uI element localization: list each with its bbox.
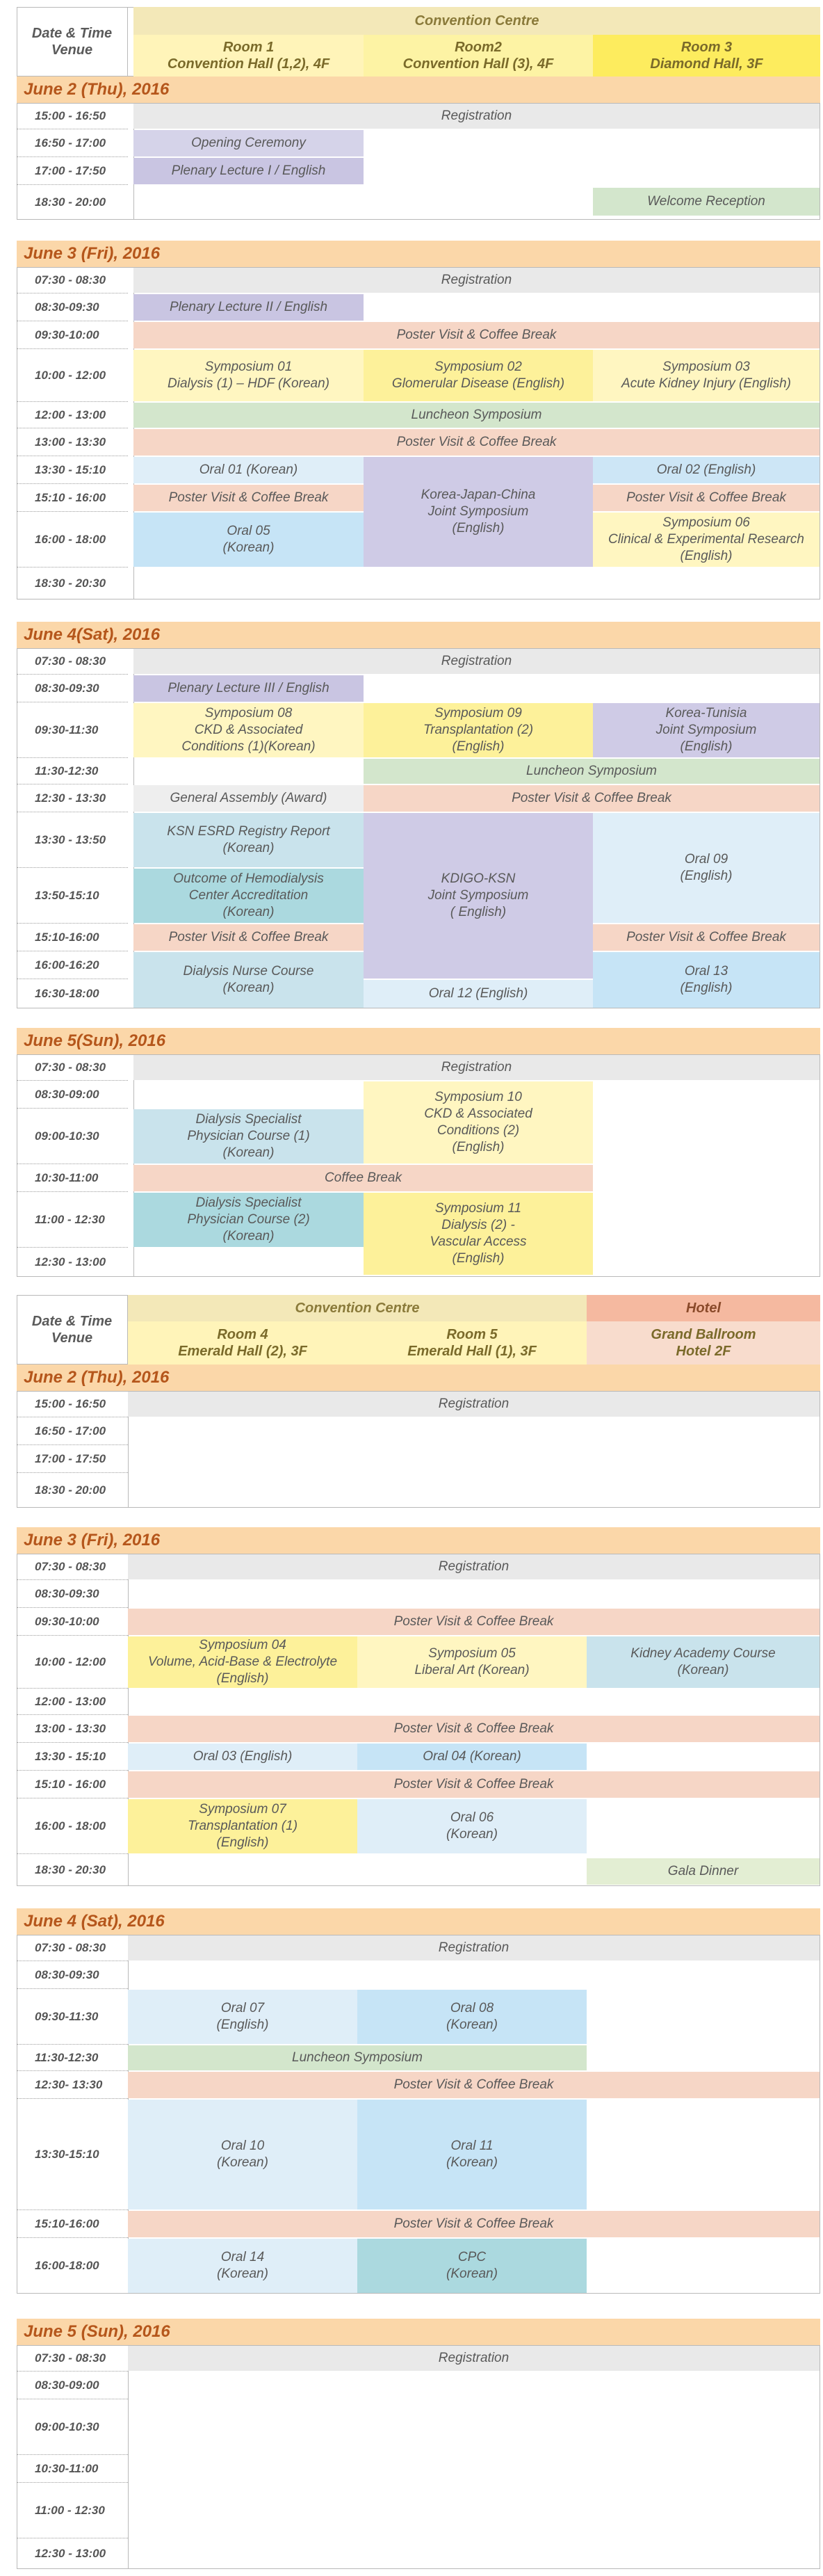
time-slot: 16:30-18:00 xyxy=(35,987,99,1000)
time-slot: 09:00-10:30 xyxy=(17,1109,128,1164)
session-oral-06: Oral 06 (Korean) xyxy=(357,1799,587,1853)
session-registration: Registration xyxy=(133,268,820,293)
session-oral-11: Oral 11 (Korean) xyxy=(357,2100,587,2209)
time-slot: 18:30 - 20:30 xyxy=(35,577,106,590)
time-slot: 17:00 - 17:50 xyxy=(17,157,128,185)
session-kidney-academy: Kidney Academy Course (Korean) xyxy=(587,1636,820,1688)
session-registration: Registration xyxy=(133,649,820,674)
time-slot: 11:30-12:30 xyxy=(17,2045,128,2071)
time-slot: 15:00 - 16:50 xyxy=(17,103,128,129)
time-slot: 12:30- 13:30 xyxy=(17,2071,128,2099)
session-general-assembly: General Assembly (Award) xyxy=(133,785,364,812)
session-luncheon-symposium: Luncheon Symposium xyxy=(364,759,820,784)
time-slot: 08:30-09:30 xyxy=(17,1961,128,1989)
time-slot: 09:30-11:30 xyxy=(17,702,128,758)
session-hemodialysis-accreditation: Outcome of Hemodialysis Center Accreditation (Korean) xyxy=(133,869,364,923)
session-oral-13: Oral 13 (English) xyxy=(593,952,820,1008)
time-slot: 07:30 - 08:30 xyxy=(17,2345,128,2372)
venue-group-label: Convention Centre xyxy=(133,7,820,35)
session-symposium-09: Symposium 09 Transplantation (2) (English) xyxy=(364,703,593,757)
time-slot: 07:30 - 08:30 xyxy=(17,1054,128,1081)
time-slot: 07:30 - 08:30 xyxy=(17,1554,128,1580)
time-slot: 09:00-10:30 xyxy=(17,2399,128,2455)
time-slot: 13:30 - 13:50 xyxy=(17,812,128,868)
time-slot: 15:10 - 16:00 xyxy=(17,1771,128,1798)
room-5-header: Room 5 Emerald Hall (1), 3F xyxy=(357,1321,587,1365)
time-slot: 09:30-11:30 xyxy=(17,1989,128,2045)
time-slot: 10:30-11:00 xyxy=(17,2455,128,2483)
session-poster-coffee-break: Poster Visit & Coffee Break xyxy=(128,1716,820,1742)
time-slot: 12:00 - 13:00 xyxy=(17,1689,128,1715)
corner-label: Date & Time Venue xyxy=(17,1295,128,1365)
time-slot: 16:00-18:00 xyxy=(35,2259,99,2272)
time-slot: 13:00 - 13:30 xyxy=(17,428,128,456)
session-oral-01: Oral 01 (Korean) xyxy=(133,457,364,483)
time-column-divider xyxy=(128,2345,129,2569)
session-poster-coffee-break: Poster Visit & Coffee Break xyxy=(133,485,364,511)
session-symposium-08: Symposium 08 CKD & Associated Conditions (1)(Korean) xyxy=(133,703,364,757)
session-plenary-lecture-2: Plenary Lecture II / English xyxy=(133,294,364,321)
time-slot: 13:00 - 13:30 xyxy=(17,1715,128,1743)
session-welcome-reception: Welcome Reception xyxy=(593,188,820,216)
time-slot: 11:30-12:30 xyxy=(17,758,128,784)
session-registration: Registration xyxy=(128,2346,820,2371)
time-slot: 08:30-09:00 xyxy=(17,2372,128,2399)
session-opening-ceremony: Opening Ceremony xyxy=(133,130,364,156)
schedule-table-1 xyxy=(17,7,820,77)
session-registration: Registration xyxy=(128,1392,820,1417)
day-block-t2-june4 xyxy=(17,1908,820,2294)
session-symposium-04: Symposium 04 Volume, Acid-Base & Electrolyte (English) xyxy=(128,1636,357,1688)
session-poster-coffee-break: Poster Visit & Coffee Break xyxy=(364,785,820,812)
time-slot: 12:00 - 13:00 xyxy=(17,402,128,428)
session-symposium-01: Symposium 01 Dialysis (1) – HDF (Korean) xyxy=(133,350,364,401)
venue-group-label: Convention Centre xyxy=(128,1295,587,1321)
time-slot: 15:10 - 16:00 xyxy=(17,484,128,512)
session-gala-dinner: Gala Dinner xyxy=(587,1858,820,1885)
day-header: June 4 (Sat), 2016 xyxy=(17,1908,820,1935)
time-slot: 15:00 - 16:50 xyxy=(17,1391,128,1417)
corner-label: Date & Time Venue xyxy=(17,7,128,77)
room-1-header: Room 1 Convention Hall (1,2), 4F xyxy=(133,35,364,77)
time-slot: 18:30 - 20:30 xyxy=(35,1863,106,1876)
day-header: June 3 (Fri), 2016 xyxy=(17,241,820,267)
session-dialysis-specialist-2: Dialysis Specialist Physician Course (2) (Korean) xyxy=(133,1193,364,1247)
time-slot: 08:30-09:30 xyxy=(17,293,128,321)
time-slot: 16:50 - 17:00 xyxy=(17,1417,128,1445)
day-header: June 4(Sat), 2016 xyxy=(17,622,820,648)
session-symposium-06: Symposium 06 Clinical & Experimental Research (English) xyxy=(593,513,820,567)
time-slot: 13:30-15:10 xyxy=(17,2099,128,2210)
time-slot: 15:10-16:00 xyxy=(17,2210,128,2238)
day-header: June 5 (Sun), 2016 xyxy=(17,2319,820,2345)
time-slot: 07:30 - 08:30 xyxy=(17,648,128,675)
time-slot: 16:00-16:20 xyxy=(17,951,128,979)
schedule-table-2 xyxy=(17,1295,820,1365)
session-oral-14: Oral 14 (Korean) xyxy=(128,2239,357,2293)
day-header: June 5(Sun), 2016 xyxy=(17,1028,820,1054)
session-oral-03: Oral 03 (English) xyxy=(128,1744,357,1770)
session-registration: Registration xyxy=(133,1055,820,1080)
day-header: June 3 (Fri), 2016 xyxy=(17,1527,820,1554)
session-korea-tunisia: Korea-Tunisia Joint Symposium (English) xyxy=(593,703,820,757)
session-plenary-lecture-3: Plenary Lecture III / English xyxy=(133,675,364,702)
time-slot: 09:30-10:00 xyxy=(17,1608,128,1636)
session-symposium-03: Symposium 03 Acute Kidney Injury (English) xyxy=(593,350,820,401)
time-slot: 08:30-09:30 xyxy=(17,1580,128,1608)
session-oral-10: Oral 10 (Korean) xyxy=(128,2100,357,2209)
session-coffee-break: Coffee Break xyxy=(133,1165,593,1191)
time-slot: 08:30-09:30 xyxy=(17,675,128,702)
time-slot: 18:30 - 20:00 xyxy=(35,195,106,209)
session-oral-12: Oral 12 (English) xyxy=(364,980,593,1008)
day-header: June 2 (Thu), 2016 xyxy=(17,1365,820,1391)
session-poster-coffee-break: Poster Visit & Coffee Break xyxy=(133,429,820,456)
session-dialysis-specialist-1: Dialysis Specialist Physician Course (1) (Korean) xyxy=(133,1109,364,1164)
time-slot: 13:30 - 15:10 xyxy=(17,1743,128,1771)
day-header: June 2 (Thu), 2016 xyxy=(17,77,820,103)
session-ksn-esrd-registry: KSN ESRD Registry Report (Korean) xyxy=(133,813,364,867)
session-poster-coffee-break: Poster Visit & Coffee Break xyxy=(128,2211,820,2237)
time-slot: 12:30 - 13:30 xyxy=(17,784,128,812)
room-3-header: Room 3 Diamond Hall, 3F xyxy=(593,35,820,77)
session-oral-07: Oral 07 (English) xyxy=(128,1990,357,2044)
day-block-t1-june3 xyxy=(17,241,820,602)
session-poster-coffee-break: Poster Visit & Coffee Break xyxy=(593,924,820,951)
session-dialysis-nurse-course: Dialysis Nurse Course (Korean) xyxy=(133,952,364,1008)
session-kdigo-ksn: KDIGO-KSN Joint Symposium ( English) xyxy=(364,813,593,979)
day-block-t1-june4 xyxy=(17,622,820,1008)
room-2-header: Room2 Convention Hall (3), 4F xyxy=(364,35,593,77)
session-oral-04: Oral 04 (Korean) xyxy=(357,1744,587,1770)
session-symposium-11: Symposium 11 Dialysis (2) - Vascular Access (English) xyxy=(364,1193,593,1275)
session-luncheon-symposium: Luncheon Symposium xyxy=(133,403,820,428)
session-korea-japan-china: Korea-Japan-China Joint Symposium (English) xyxy=(364,457,593,567)
session-symposium-10: Symposium 10 CKD & Associated Conditions (2) (English) xyxy=(364,1081,593,1164)
time-slot: 13:30 - 15:10 xyxy=(17,456,128,484)
time-slot: 07:30 - 08:30 xyxy=(17,267,128,293)
day-block-t2-june5 xyxy=(17,2319,820,2569)
session-luncheon-symposium: Luncheon Symposium xyxy=(128,2045,587,2070)
grand-ballroom-header: Grand Ballroom Hotel 2F xyxy=(587,1321,820,1365)
session-registration: Registration xyxy=(128,1554,820,1579)
day-block-t2-june2 xyxy=(17,1365,820,1509)
time-slot: 12:30 - 13:00 xyxy=(35,1255,106,1269)
session-oral-05: Oral 05 (Korean) xyxy=(133,513,364,567)
session-registration: Registration xyxy=(133,104,820,129)
time-slot: 16:00 - 18:00 xyxy=(17,512,128,567)
session-poster-coffee-break: Poster Visit & Coffee Break xyxy=(128,1609,820,1635)
time-slot: 08:30-09:00 xyxy=(17,1081,128,1109)
time-slot: 07:30 - 08:30 xyxy=(17,1935,128,1961)
room-4-header: Room 4 Emerald Hall (2), 3F xyxy=(128,1321,357,1365)
session-oral-09: Oral 09 (English) xyxy=(593,813,820,923)
session-plenary-lecture-1: Plenary Lecture I / English xyxy=(133,158,364,184)
day-block-t1-june2 xyxy=(17,77,820,221)
session-registration: Registration xyxy=(128,1935,820,1961)
session-cpc: CPC (Korean) xyxy=(357,2239,587,2293)
session-oral-02: Oral 02 (English) xyxy=(593,457,820,483)
hotel-group-label: Hotel xyxy=(587,1295,820,1321)
session-symposium-07: Symposium 07 Transplantation (1) (English) xyxy=(128,1799,357,1853)
session-poster-coffee-break: Poster Visit & Coffee Break xyxy=(133,322,820,348)
day-grid xyxy=(17,2345,820,2569)
session-symposium-02: Symposium 02 Glomerular Disease (English) xyxy=(364,350,593,401)
time-slot: 11:00 - 12:30 xyxy=(17,2483,128,2538)
time-slot: 10:30-11:00 xyxy=(17,1164,128,1192)
time-slot: 17:00 - 17:50 xyxy=(17,1445,128,1473)
time-slot: 11:00 - 12:30 xyxy=(17,1192,128,1248)
day-block-t2-june3 xyxy=(17,1527,820,1889)
session-oral-08: Oral 08 (Korean) xyxy=(357,1990,587,2044)
session-poster-coffee-break: Poster Visit & Coffee Break xyxy=(593,485,820,511)
day-block-t1-june5 xyxy=(17,1028,820,1277)
time-slot: 15:10-16:00 xyxy=(17,924,128,951)
session-poster-coffee-break: Poster Visit & Coffee Break xyxy=(133,924,364,951)
time-slot: 18:30 - 20:00 xyxy=(35,1483,106,1497)
session-poster-coffee-break: Poster Visit & Coffee Break xyxy=(128,1771,820,1798)
time-slot: 10:00 - 12:00 xyxy=(17,349,128,402)
time-slot: 13:50-15:10 xyxy=(17,868,128,924)
session-poster-coffee-break: Poster Visit & Coffee Break xyxy=(128,2072,820,2098)
time-slot: 12:30 - 13:00 xyxy=(35,2547,106,2560)
session-symposium-05: Symposium 05 Liberal Art (Korean) xyxy=(357,1636,587,1688)
time-slot: 16:00 - 18:00 xyxy=(17,1798,128,1854)
time-slot: 09:30-10:00 xyxy=(17,321,128,349)
time-slot: 16:50 - 17:00 xyxy=(17,129,128,157)
time-slot: 10:00 - 12:00 xyxy=(17,1636,128,1689)
